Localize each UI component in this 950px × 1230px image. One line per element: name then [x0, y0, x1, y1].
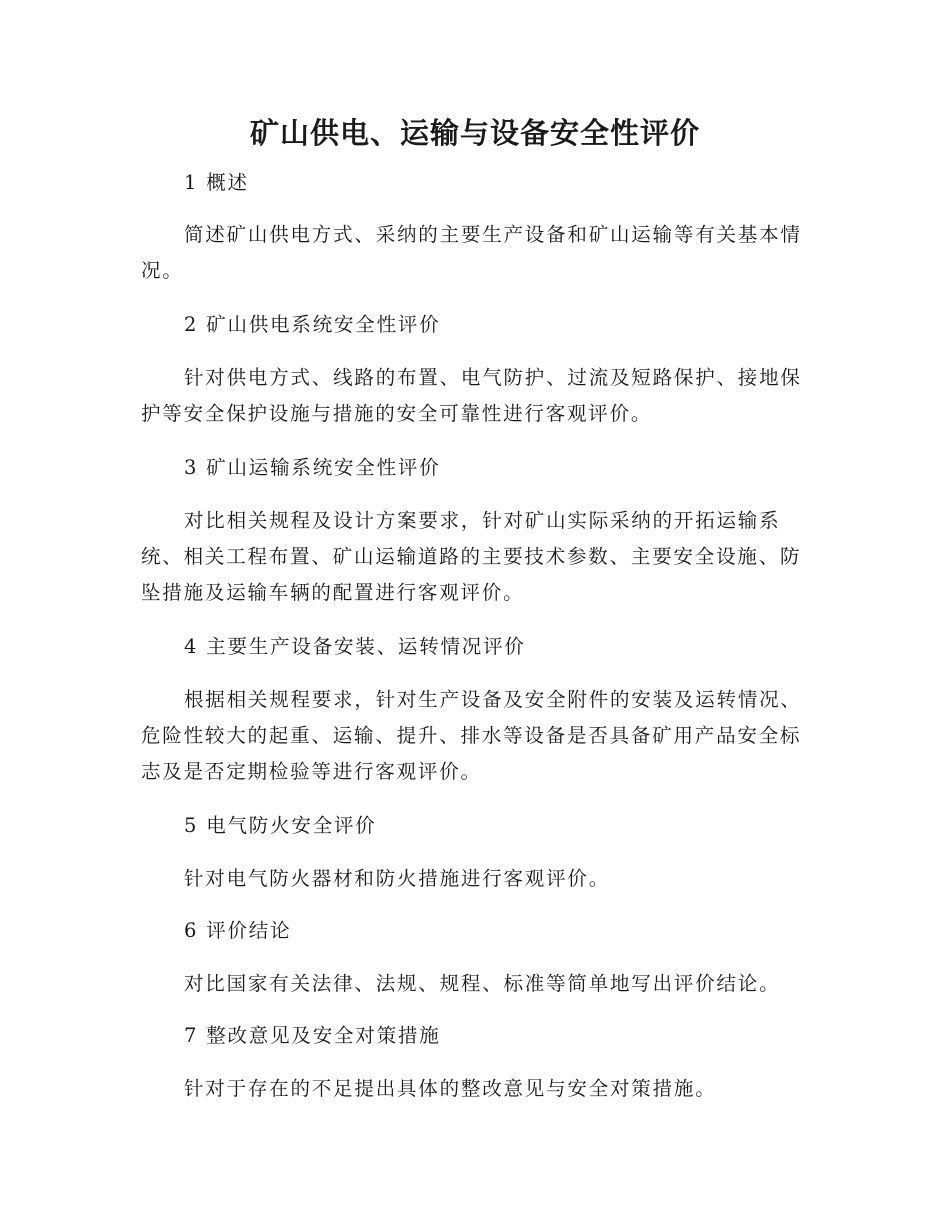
section-7-heading: 7 整改意见及安全对策措施: [184, 1024, 441, 1047]
section-4-heading: 4 主要生产设备安装、运转情况评价: [184, 635, 526, 658]
section-4-text: 根据相关规程要求，针对生产设备及安全附件的安装及运转情况、危险性较大的起重、运输、提升、排水等设备是否具备矿用产品安全标志及是否定期检验等进行客观评价。: [141, 688, 802, 783]
section-7-text: 针对于存在的不足提出具体的整改意见与安全对策措施。: [184, 1077, 717, 1100]
section-3-text: 对比相关规程及设计方案要求，针对矿山实际采纳的开拓运输系统、相关工程布置、矿山运输道路的主要技术参数、主要安全设施、防坠措施及运输车辆的配置进行客观评价。: [141, 509, 802, 604]
section-1-text: 简述矿山供电方式、采纳的主要生产设备和矿山运输等有关基本情况。: [141, 223, 802, 282]
section-6-text: 对比国家有关法律、法规、规程、标准等简单地写出评价结论。: [184, 972, 781, 995]
section-5-text: 针对电气防火器材和防火措施进行客观评价。: [184, 867, 611, 890]
section-1-heading: 1 概述: [184, 171, 249, 194]
section-3-heading: 3 矿山运输系统安全性评价: [184, 456, 441, 479]
section-5-heading: 5 电气防火安全评价: [184, 814, 377, 837]
section-2-heading: 2 矿山供电系统安全性评价: [184, 313, 441, 336]
section-2-text: 针对供电方式、线路的布置、电气防护、过流及短路保护、接地保护等安全保护设施与措施的安全可靠性进行客观评价。: [141, 366, 802, 425]
document-title: 矿山供电、运输与设备安全性评价: [249, 116, 700, 150]
section-6-heading: 6 评价结论: [184, 919, 292, 942]
